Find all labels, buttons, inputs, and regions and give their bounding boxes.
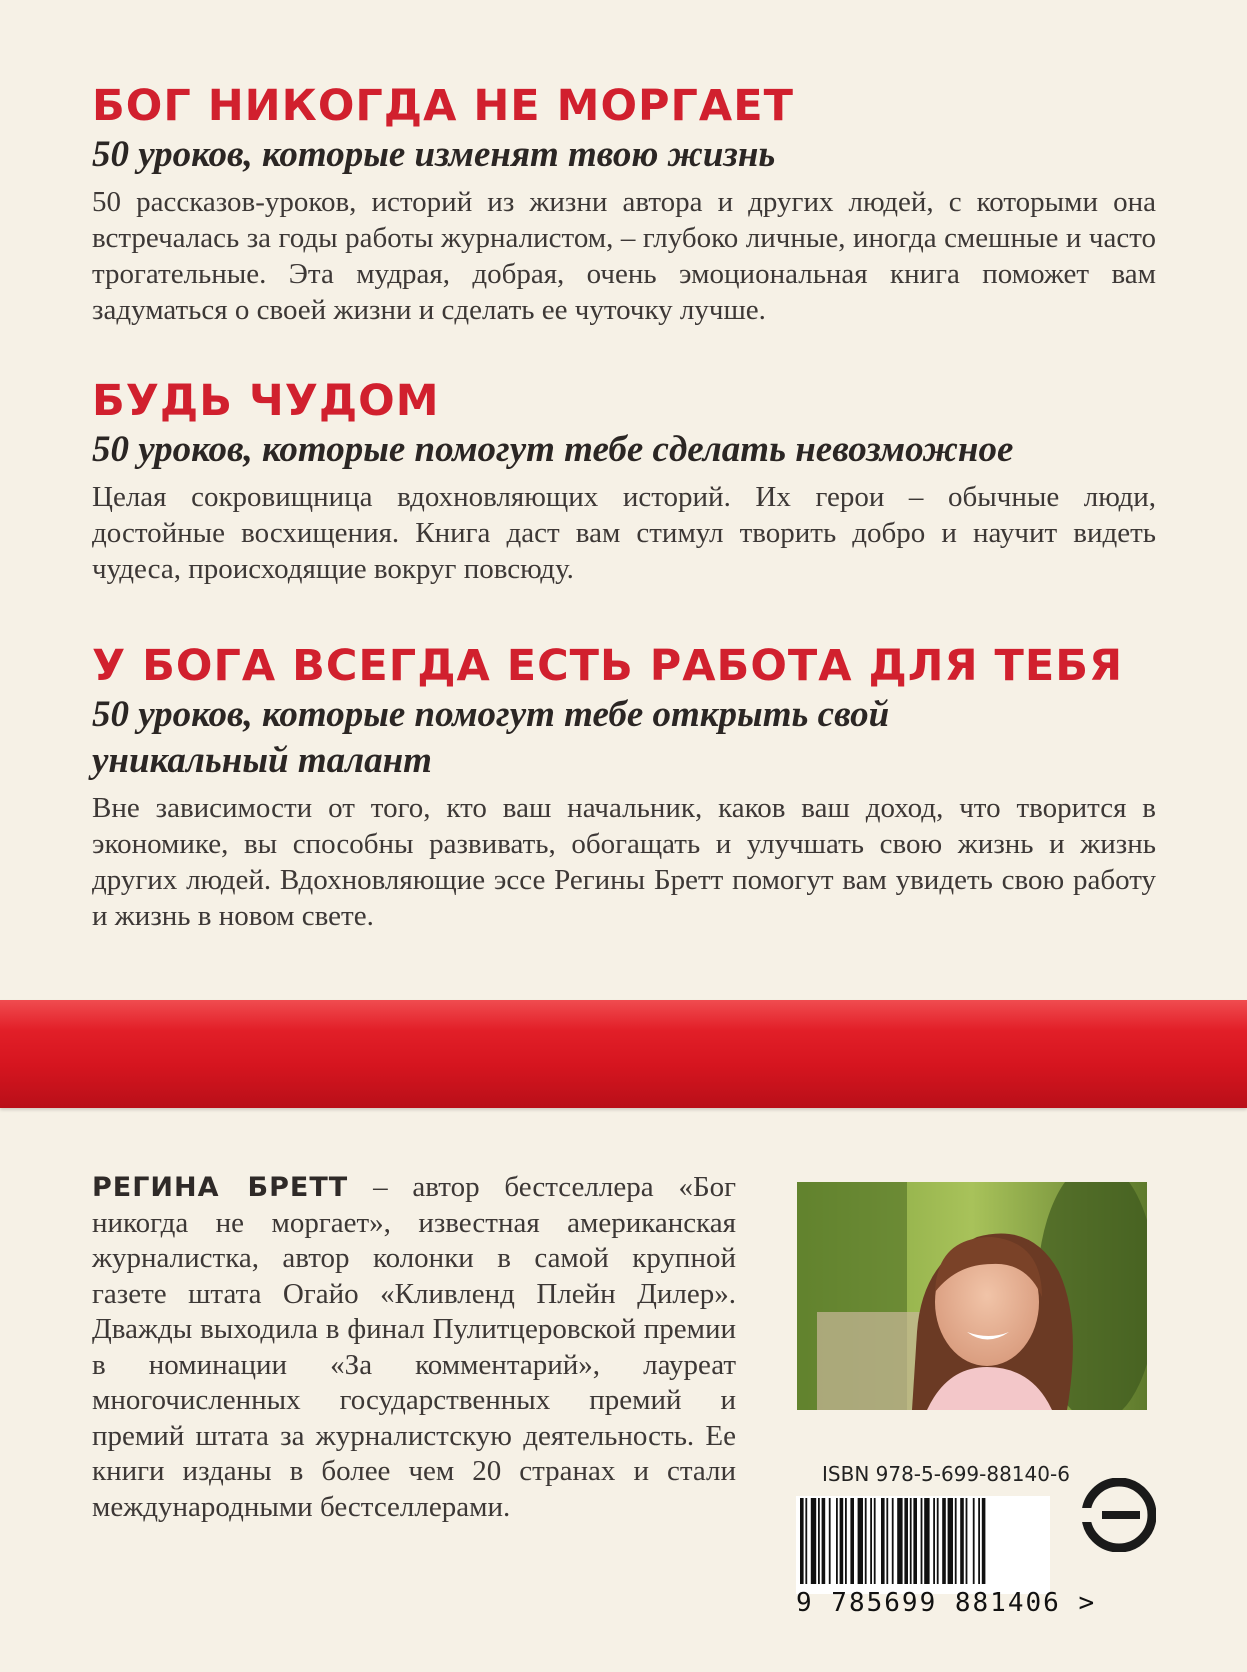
author-photo bbox=[797, 1182, 1147, 1410]
barcode-bar bbox=[933, 1498, 935, 1584]
barcode-bar bbox=[897, 1498, 902, 1584]
book-title: БУДЬ ЧУДОМ bbox=[92, 376, 440, 426]
barcode-bar bbox=[960, 1498, 964, 1584]
author-bio bbox=[92, 1170, 736, 1525]
book-description: Целая сокровищница вдохновляющих историй. Их герои – обычные люди, достойные восхищения. Книга даст вам стимул творить добро и научит видеть чудеса, происходящие вокруг повсюду. bbox=[92, 481, 1156, 585]
book-block-3 bbox=[92, 640, 1156, 934]
barcode-bar bbox=[818, 1498, 820, 1584]
book-block-1 bbox=[92, 80, 1156, 328]
eksmo-logo-icon bbox=[1082, 1478, 1156, 1552]
barcode-bar bbox=[966, 1498, 968, 1584]
book-subtitle: 50 уроков, которые помогут тебе сделать невозможное bbox=[92, 429, 1014, 470]
barcode-bar bbox=[955, 1498, 957, 1584]
barcode-bar bbox=[811, 1498, 816, 1584]
red-ribbon-band bbox=[0, 1000, 1247, 1108]
barcode-bar bbox=[937, 1498, 939, 1584]
barcode-bar bbox=[874, 1498, 876, 1584]
book-subtitle: 50 уроков, которые помогут тебе открыть свой уникальный талант bbox=[92, 694, 890, 781]
barcode-bar bbox=[805, 1498, 807, 1584]
barcode-bar bbox=[850, 1498, 854, 1584]
barcode bbox=[796, 1496, 1050, 1594]
barcode-bar bbox=[836, 1498, 838, 1584]
book-description: 50 рассказов-уроков, историй из жизни автора и других людей, с которыми она встречалась за годы работы журналистом, – глубоко личные, иногда смешные и часто трогательные. Эта мудрая, добрая, очень эмоциональная книга поможет вам задуматься о своей жизни и сделать ее чуточку лучше. bbox=[92, 186, 1156, 326]
barcode-bar bbox=[845, 1498, 847, 1584]
barcode-bar bbox=[800, 1498, 804, 1584]
barcode-bar bbox=[973, 1498, 975, 1584]
barcode-bar bbox=[865, 1498, 867, 1584]
barcode-bar bbox=[921, 1498, 923, 1584]
barcode-bar bbox=[870, 1498, 872, 1584]
book-subtitle: 50 уроков, которые изменят твою жизнь bbox=[92, 134, 776, 175]
barcode-bar bbox=[822, 1498, 826, 1584]
barcode-bar bbox=[886, 1498, 888, 1584]
barcode-bar bbox=[982, 1498, 986, 1584]
barcode-bar bbox=[840, 1498, 844, 1584]
barcode-digits: 9 785699 881406 > bbox=[796, 1588, 1097, 1618]
barcode-bar bbox=[913, 1498, 917, 1584]
barcode-bar bbox=[948, 1498, 953, 1584]
book-title: У БОГА ВСЕГДА ЕСТЬ РАБОТА ДЛЯ ТЕБЯ bbox=[92, 641, 1124, 691]
book-block-2 bbox=[92, 375, 1156, 587]
barcode-bar bbox=[881, 1498, 885, 1584]
barcode-bar bbox=[892, 1498, 894, 1584]
isbn-label: ISBN 978-5-699-88140-6 bbox=[822, 1462, 1070, 1486]
barcode-bar bbox=[904, 1498, 908, 1584]
barcode-bar bbox=[858, 1498, 863, 1584]
barcode-bar bbox=[829, 1498, 831, 1584]
barcode-bar bbox=[942, 1498, 946, 1584]
book-description: Вне зависимости от того, кто ваш начальник, каков ваш доход, что творится в экономике, вы способны развивать, обогащать и улучшать свою жизнь и жизнь других людей. Вдохновляющие эссе Регины Бретт помогут вам увидеть свою работу и жизнь в новом свете. bbox=[92, 792, 1156, 932]
barcode-bar bbox=[924, 1498, 929, 1584]
author-bio-text: – автор бестселлера «Бог никогда не моргает», известная американская журналистка, автор колонки в самой крупной газете штата Огайо «Кливленд Плейн Дилер». Дважды выходила в финал Пулитцеровской премии в номинации «За комментарий», лауреат многочисленных государственных премий и премий штата за журналистскую деятельность. Ее книги изданы в более чем 20 странах и стали международными бестселлерами. bbox=[92, 1171, 736, 1523]
author-name: РЕГИНА БРЕТТ bbox=[92, 1172, 349, 1203]
barcode-bar bbox=[910, 1498, 912, 1584]
barcode-bar bbox=[978, 1498, 980, 1584]
book-title: БОГ НИКОГДА НЕ МОРГАЕТ bbox=[92, 81, 794, 131]
